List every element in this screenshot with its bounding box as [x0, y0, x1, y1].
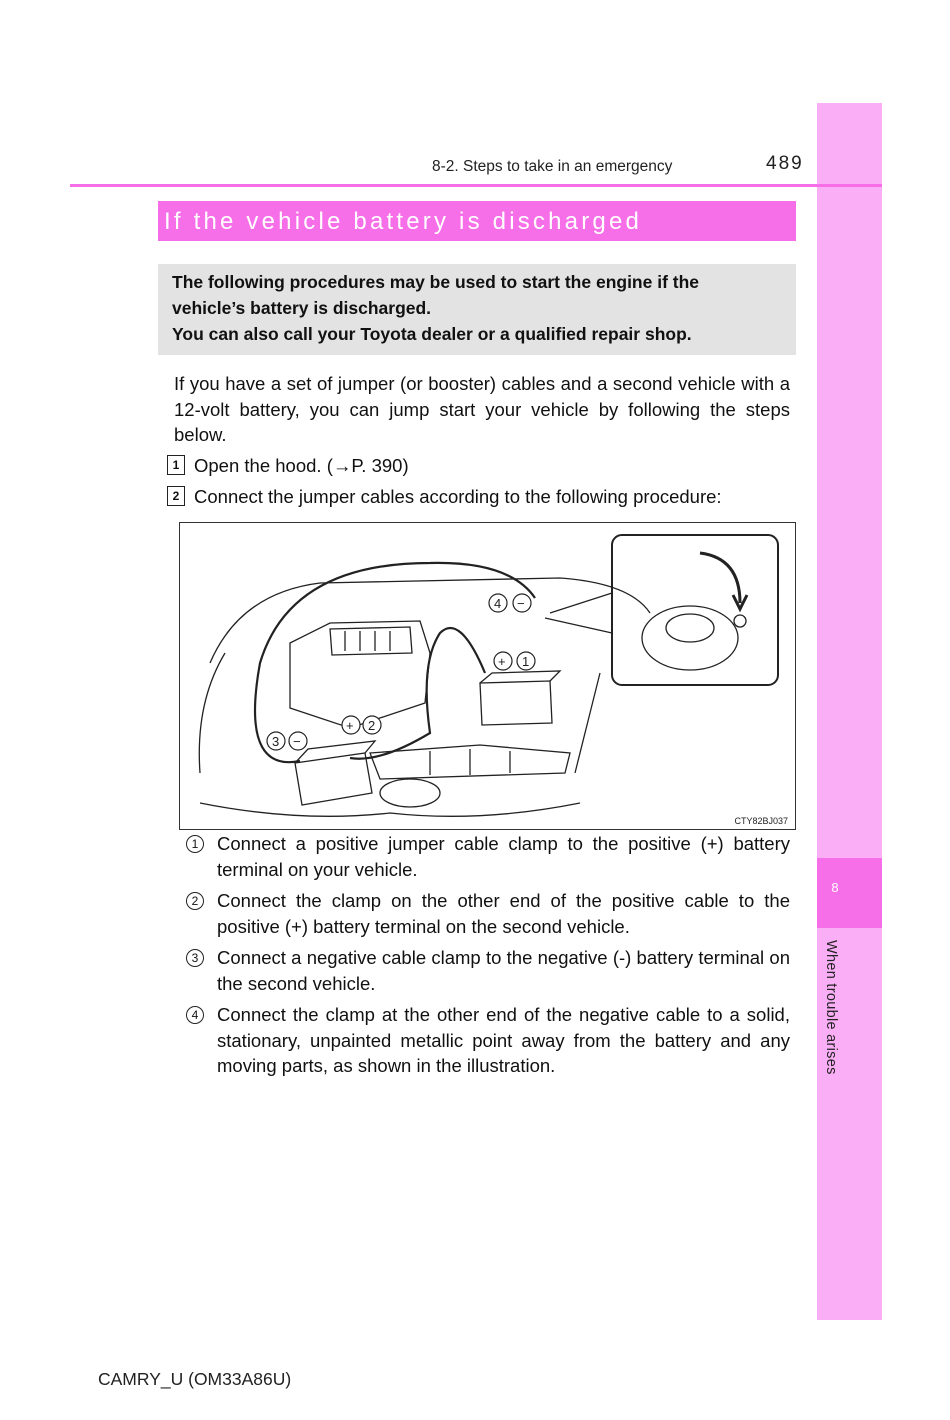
- sub-step-number: 3: [186, 949, 204, 967]
- minus-sign: −: [293, 734, 301, 749]
- callout-2: [342, 716, 381, 734]
- chapter-number: 8: [831, 880, 839, 895]
- callout-1: [494, 652, 535, 670]
- header-divider: [70, 184, 882, 187]
- callout-number: 3: [272, 734, 280, 749]
- page-title: If the vehicle battery is discharged: [164, 208, 643, 235]
- sub-step-number: 2: [186, 892, 204, 910]
- minus-sign: −: [517, 596, 525, 611]
- sub-step-text: Connect a negative cable clamp to the negative (-) battery terminal on the second vehicle.: [217, 947, 790, 994]
- engine-bay-drawing: [180, 523, 796, 830]
- sub-step-item: [186, 888, 790, 939]
- section-heading: 8-2. Steps to take in an emergency: [432, 158, 673, 175]
- sub-step-number: 1: [186, 835, 204, 853]
- plus-sign: +: [346, 718, 354, 733]
- sub-step-number: 4: [186, 1006, 204, 1024]
- callout-4: [489, 594, 531, 612]
- footer-model-code: CAMRY_U (OM33A86U): [98, 1369, 292, 1389]
- intro-box: [158, 264, 796, 355]
- body-paragraph: If you have a set of jumper (or booster) cables and a second vehicle with a 12-volt battery, you can jump start your vehicle by following the steps below.: [174, 373, 790, 445]
- chapter-title: When trouble arises: [823, 940, 839, 1075]
- step-text: Open the hood. (→P. 390): [194, 455, 409, 476]
- page-number: 489: [766, 153, 804, 174]
- intro-line: You can also call your Toyota dealer or a qualified repair shop.: [172, 324, 692, 344]
- intro-line: The following procedures may be used to start the engine if the: [172, 272, 700, 292]
- sub-step-text: Connect the clamp on the other end of the positive cable to the positive (+) battery terminal on the second vehicle.: [217, 890, 790, 937]
- sub-step-item: [186, 945, 790, 996]
- jumper-cable-illustration: [179, 522, 796, 830]
- intro-line: vehicle’s battery is discharged.: [172, 298, 432, 318]
- page-title-bar: [158, 201, 796, 241]
- callout-3: [267, 732, 307, 750]
- illustration-code: CTY82BJ037: [734, 816, 788, 826]
- callout-number: 4: [494, 596, 502, 611]
- sub-step-text: Connect the clamp at the other end of the negative cable to a solid, stationary, unpainted metallic point away from the battery and any moving parts, as shown in the illustration.: [217, 1004, 790, 1076]
- step-text: Connect the jumper cables according to the following procedure:: [194, 486, 722, 507]
- step-item: [167, 455, 409, 477]
- step-item: [167, 486, 722, 508]
- callout-number: 1: [522, 654, 530, 669]
- chapter-side-tab: [817, 103, 882, 1320]
- sub-step-item: [186, 831, 790, 882]
- sub-step-text: Connect a positive jumper cable clamp to the positive (+) battery terminal on your vehicle.: [217, 833, 790, 880]
- callout-number: 2: [368, 718, 376, 733]
- step-number: 2: [167, 486, 185, 506]
- sub-step-item: [186, 1002, 790, 1079]
- step-number: 1: [167, 455, 185, 475]
- plus-sign: +: [498, 654, 506, 669]
